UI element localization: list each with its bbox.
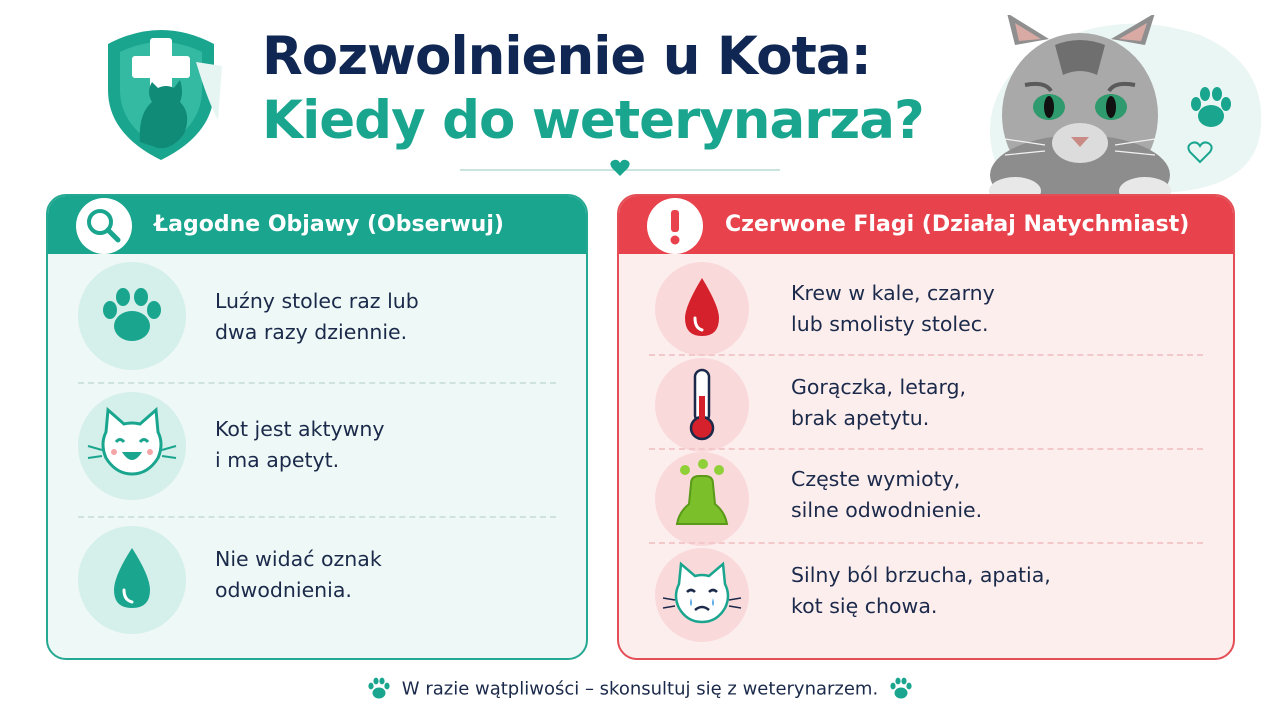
exclamation-icon bbox=[647, 198, 703, 254]
item-text-line2: dwa razy dziennie. bbox=[215, 320, 408, 344]
item-text-line2: silne odwodnienie. bbox=[791, 498, 983, 522]
page-title-line2: Kiedy do weterynarza? bbox=[262, 90, 924, 151]
red-panel-title: Czerwone Flagi (Działaj Natychmiast) bbox=[725, 212, 1190, 237]
icon-circle bbox=[655, 262, 749, 356]
happy-cat-icon bbox=[78, 392, 186, 500]
list-item bbox=[619, 260, 1233, 352]
list-item bbox=[619, 450, 1233, 542]
paw-icon bbox=[366, 677, 392, 701]
page-title-line1: Rozwolnienie u Kota: bbox=[262, 26, 871, 87]
water-drop-icon bbox=[78, 526, 186, 634]
row-divider bbox=[78, 516, 556, 518]
item-text-line2: i ma apetyt. bbox=[215, 448, 340, 472]
paw-icon bbox=[78, 262, 186, 370]
magnifier-icon bbox=[76, 198, 132, 254]
list-item bbox=[48, 388, 586, 512]
icon-circle bbox=[78, 262, 186, 370]
vet-shield-logo-icon bbox=[100, 22, 222, 162]
item-text-line1: Silny ból brzucha, apatia, bbox=[791, 563, 1051, 587]
item-text-line1: Gorączka, letarg, bbox=[791, 375, 967, 399]
footer-text: W razie wątpliwości – skonsultuj się z weterynarzem. bbox=[401, 678, 879, 700]
icon-circle bbox=[78, 526, 186, 634]
panel-icon-badge bbox=[76, 198, 132, 254]
icon-circle bbox=[78, 392, 186, 500]
item-text-line2: odwodnienia. bbox=[215, 578, 352, 602]
list-item bbox=[619, 546, 1233, 642]
panel-icon-badge bbox=[647, 198, 703, 254]
item-text-line1: Kot jest aktywny bbox=[215, 417, 385, 441]
paw-icon bbox=[888, 677, 914, 701]
paw-decoration-icon bbox=[1185, 82, 1237, 134]
icon-circle bbox=[655, 452, 749, 546]
icon-circle bbox=[655, 358, 749, 452]
list-item bbox=[619, 356, 1233, 448]
mild-panel-title: Łagodne Objawy (Obserwuj) bbox=[154, 212, 504, 237]
mild-panel-header bbox=[48, 196, 586, 254]
list-item bbox=[48, 258, 586, 382]
red-flags-panel bbox=[617, 194, 1235, 660]
crying-cat-icon bbox=[655, 548, 749, 642]
thermometer-icon bbox=[655, 358, 749, 452]
vomit-icon bbox=[655, 452, 749, 546]
item-text-line1: Częste wymioty, bbox=[791, 467, 961, 491]
blood-drop-icon bbox=[655, 262, 749, 356]
mild-symptoms-panel bbox=[46, 194, 588, 660]
title-divider bbox=[460, 156, 780, 180]
footer bbox=[0, 677, 1280, 707]
red-panel-header bbox=[619, 196, 1233, 254]
cat-photo bbox=[985, 15, 1175, 205]
row-divider bbox=[78, 382, 556, 384]
item-text-line2: lub smolisty stolec. bbox=[791, 312, 989, 336]
item-text-line1: Krew w kale, czarny bbox=[791, 281, 995, 305]
item-text-line1: Nie widać oznak bbox=[215, 547, 382, 571]
item-text-line2: brak apetytu. bbox=[791, 406, 930, 430]
item-text-line1: Luźny stolec raz lub bbox=[215, 289, 419, 313]
item-text-line2: kot się chowa. bbox=[791, 594, 938, 618]
row-divider bbox=[649, 542, 1203, 544]
list-item bbox=[48, 522, 586, 646]
icon-circle bbox=[655, 548, 749, 642]
heart-outline-icon bbox=[1186, 140, 1214, 164]
